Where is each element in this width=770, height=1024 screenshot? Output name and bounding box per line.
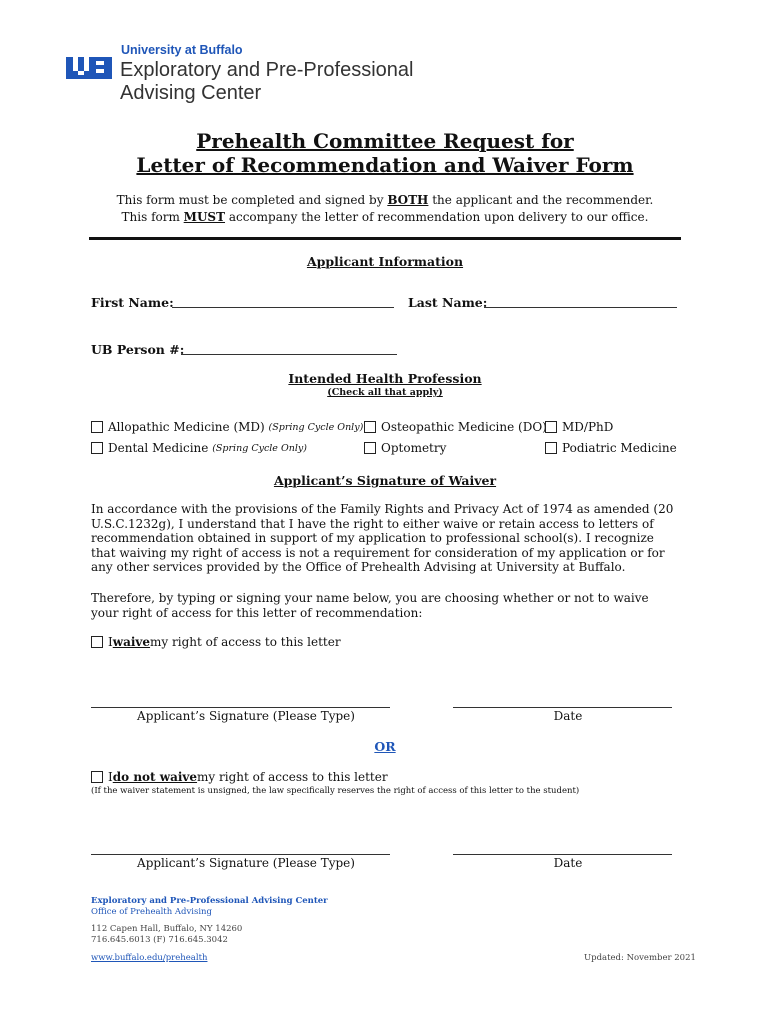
- ub-logo-icon: [66, 55, 112, 81]
- checkbox[interactable]: [91, 421, 103, 433]
- first-name-field[interactable]: [172, 295, 394, 308]
- profession-heading: Intended Health Profession: [288, 371, 482, 386]
- footer-center-name: Exploratory and Pre-Professional Advising Center: [91, 896, 328, 906]
- footer-address: 112 Capen Hall, Buffalo, NY 14260: [91, 924, 243, 934]
- divider: [89, 237, 681, 240]
- date-label: Date: [553, 709, 583, 723]
- signature-line[interactable]: [91, 706, 390, 708]
- university-name: University at Buffalo: [121, 43, 243, 57]
- checkbox[interactable]: [545, 421, 557, 433]
- option-dental[interactable]: Dental Medicine (Spring Cycle Only): [91, 441, 307, 455]
- applicant-info-heading: Applicant Information: [306, 254, 464, 269]
- last-name-field[interactable]: [484, 295, 677, 308]
- checkbox[interactable]: [545, 442, 557, 454]
- form-title-line1: Prehealth Committee Request for: [196, 129, 574, 153]
- signature-line[interactable]: [91, 853, 390, 855]
- last-name-label: Last Name:: [408, 295, 488, 310]
- first-name-label: First Name:: [91, 295, 174, 310]
- date-line[interactable]: [453, 706, 672, 708]
- person-number-label: UB Person #:: [91, 342, 185, 357]
- option-waive[interactable]: I waive my right of access to this letter: [91, 635, 341, 649]
- footer-office-name: Office of Prehealth Advising: [91, 907, 212, 917]
- option-osteopathic[interactable]: Osteopathic Medicine (DO): [364, 420, 547, 434]
- footer-phone: 716.645.6013 (F) 716.645.3042: [91, 935, 228, 945]
- waiver-heading: Applicant’s Signature of Waiver: [273, 473, 497, 488]
- footer-website-link[interactable]: www.buffalo.edu/prehealth: [91, 953, 208, 963]
- option-md-phd[interactable]: MD/PhD: [545, 420, 613, 434]
- waiver-note: (If the waiver statement is unsigned, the law specifically reserves the right of access of this letter to the student): [91, 786, 580, 796]
- option-do-not-waive[interactable]: I do not waive my right of access to this letter: [91, 770, 388, 784]
- intro-line2: This form MUST accompany the letter of recommendation upon delivery to our office.: [121, 210, 649, 224]
- date-label: Date: [553, 856, 583, 870]
- intro-line1: This form must be completed and signed by BOTH the applicant and the recommender.: [116, 193, 654, 207]
- waiver-instructions: Therefore, by typing or signing your name below, you are choosing whether or not to waive your right of access for this letter of recommendation:: [91, 591, 649, 620]
- checkbox[interactable]: [91, 771, 103, 783]
- center-name-line2: Advising Center: [120, 82, 262, 104]
- or-label: OR: [374, 739, 396, 754]
- date-line[interactable]: [453, 853, 672, 855]
- option-allopathic[interactable]: Allopathic Medicine (MD) (Spring Cycle Only): [91, 420, 363, 434]
- checkbox[interactable]: [364, 421, 376, 433]
- option-optometry[interactable]: Optometry: [364, 441, 446, 455]
- person-number-field[interactable]: [181, 342, 397, 355]
- profession-subheading: (Check all that apply): [327, 387, 443, 398]
- form-title-line2: Letter of Recommendation and Waiver Form: [136, 153, 634, 177]
- center-name-line1: Exploratory and Pre-Professional: [120, 59, 414, 81]
- updated-date: Updated: November 2021: [584, 953, 696, 963]
- waiver-paragraph: In accordance with the provisions of the Family Rights and Privacy Act of 1974 as amended (20 U.S.C.1232g), I understand that I have the right to either waive or retain access to letters of recommendation obtained in support of my application to professional school(s). I recognize that waiving my right of access is not a requirement for consideration of my application or for any other services provided by the Office of Prehealth Advising at University at Buffalo.: [91, 502, 674, 574]
- checkbox[interactable]: [91, 442, 103, 454]
- signature-label: Applicant’s Signature (Please Type): [137, 856, 355, 870]
- checkbox[interactable]: [364, 442, 376, 454]
- signature-label: Applicant’s Signature (Please Type): [137, 709, 355, 723]
- option-podiatric[interactable]: Podiatric Medicine: [545, 441, 677, 455]
- checkbox[interactable]: [91, 636, 103, 648]
